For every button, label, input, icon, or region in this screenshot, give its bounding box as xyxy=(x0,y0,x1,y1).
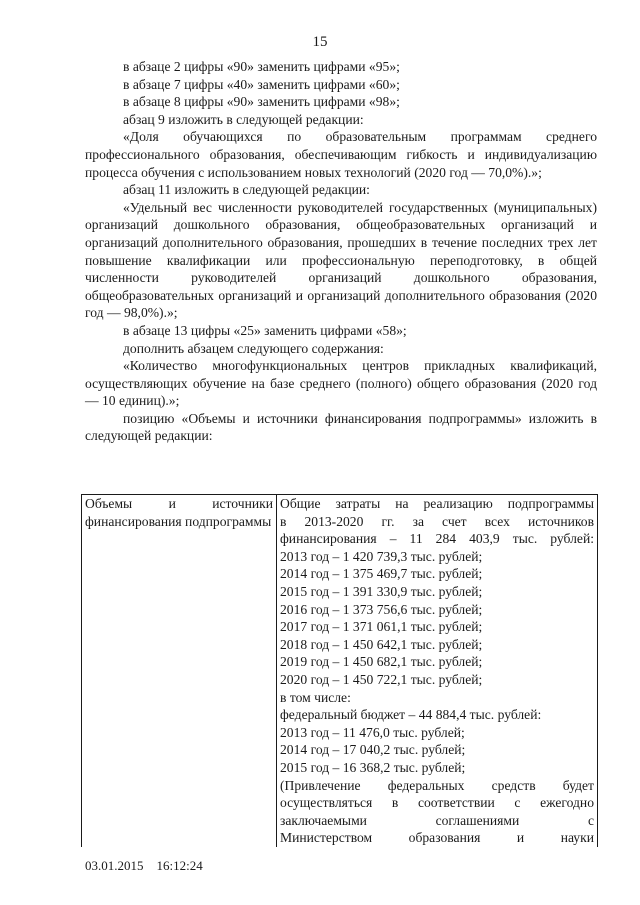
table-cell-funding xyxy=(277,495,598,847)
funding-year-line: 2015 год – 1 391 330,9 тыс. рублей; xyxy=(280,583,483,599)
funding-line: Министерством образования и науки xyxy=(280,830,594,846)
footer-time: 16:12:24 xyxy=(156,858,203,873)
footer-timestamp xyxy=(85,858,203,874)
funding-line: (Привлечение федеральных средств будет xyxy=(280,777,594,793)
paragraph-abzac-11-text: «Удельный вес численности руководителей государственных (муниципальных) организаций дошкольного образования, общеобразовательных организаций и организаций дополнительного образования, прошедших в течение последних трех лет повышение квалификации или профессиональную переподготовку, в общей численности руководителей организаций дошкольного образования, общеобразовательных организаций и организаций дополнительного образования (2020 год — 98,0%).»; xyxy=(85,199,597,321)
paragraph-abzac-9-text: «Доля обучающихся по образовательным программам среднего профессионального образования, обеспечивающим гибкость и индивидуализацию процесса обучения с использованием новых технологий (2020 год — 70,0%).»; xyxy=(85,129,597,180)
funding-year-line: 2014 год – 17 040,2 тыс. рублей; xyxy=(280,742,466,758)
paragraph-add-intro: дополнить абзацем следующего содержания: xyxy=(123,340,384,356)
footer-date: 03.01.2015 xyxy=(85,858,144,873)
paragraph-add-text: «Количество многофункциональных центров прикладных квалификаций, осуществляющих обучение на базе среднего (полного) общего образования (2020 год — 10 единиц).»; xyxy=(85,358,597,409)
funding-year-line: 2015 год – 16 368,2 тыс. рублей; xyxy=(280,759,466,775)
funding-line: в 2013-2020 гг. за счет всех источников xyxy=(280,513,594,529)
funding-line: в том числе: xyxy=(280,689,351,705)
paragraph-position-intro: позицию «Объемы и источники финансирования подпрограммы» изложить в следующей редакции: xyxy=(85,410,597,444)
table-row xyxy=(82,495,598,847)
table-cell-label: Объемы и источники финансирования подпрограммы xyxy=(82,495,277,847)
document-body xyxy=(85,58,597,445)
funding-line: заключаемыми соглашениями с xyxy=(280,812,594,828)
funding-year-line: 2018 год – 1 450 642,1 тыс. рублей; xyxy=(280,636,483,652)
funding-line: Общие затраты на реализацию подпрограммы xyxy=(280,496,594,511)
funding-line: федеральный бюджет – 44 884,4 тыс. рублей: xyxy=(280,707,542,723)
funding-year-line: 2014 год – 1 375 469,7 тыс. рублей; xyxy=(280,566,483,582)
funding-year-line: 2016 год – 1 373 756,6 тыс. рублей; xyxy=(280,601,483,617)
paragraph-amend-7: в абзаце 7 цифры «40» заменить цифрами «60»; xyxy=(123,76,400,92)
funding-line: осуществляться в соответствии с ежегодно xyxy=(280,795,594,811)
funding-year-line: 2020 год – 1 450 722,1 тыс. рублей; xyxy=(280,671,483,687)
funding-table xyxy=(81,494,598,847)
funding-year-line: 2013 год – 1 420 739,3 тыс. рублей; xyxy=(280,548,483,564)
page-number: 15 xyxy=(312,34,328,50)
paragraph-abzac-11-intro: абзац 11 изложить в следующей редакции: xyxy=(123,182,370,198)
paragraph-amend-2: в абзаце 2 цифры «90» заменить цифрами «95»; xyxy=(123,59,400,74)
funding-year-line: 2013 год – 11 476,0 тыс. рублей; xyxy=(280,724,465,740)
paragraph-amend-13: в абзаце 13 цифры «25» заменить цифрами «58»; xyxy=(123,322,407,338)
paragraph-abzac-9-intro: абзац 9 изложить в следующей редакции: xyxy=(123,111,364,127)
funding-line: финансирования – 11 284 403,9 тыс. рублей: xyxy=(280,531,594,547)
paragraph-amend-8: в абзаце 8 цифры «90» заменить цифрами «98»; xyxy=(123,94,400,110)
funding-year-line: 2017 год – 1 371 061,1 тыс. рублей; xyxy=(280,619,483,635)
funding-year-line: 2019 год – 1 450 682,1 тыс. рублей; xyxy=(280,654,483,670)
